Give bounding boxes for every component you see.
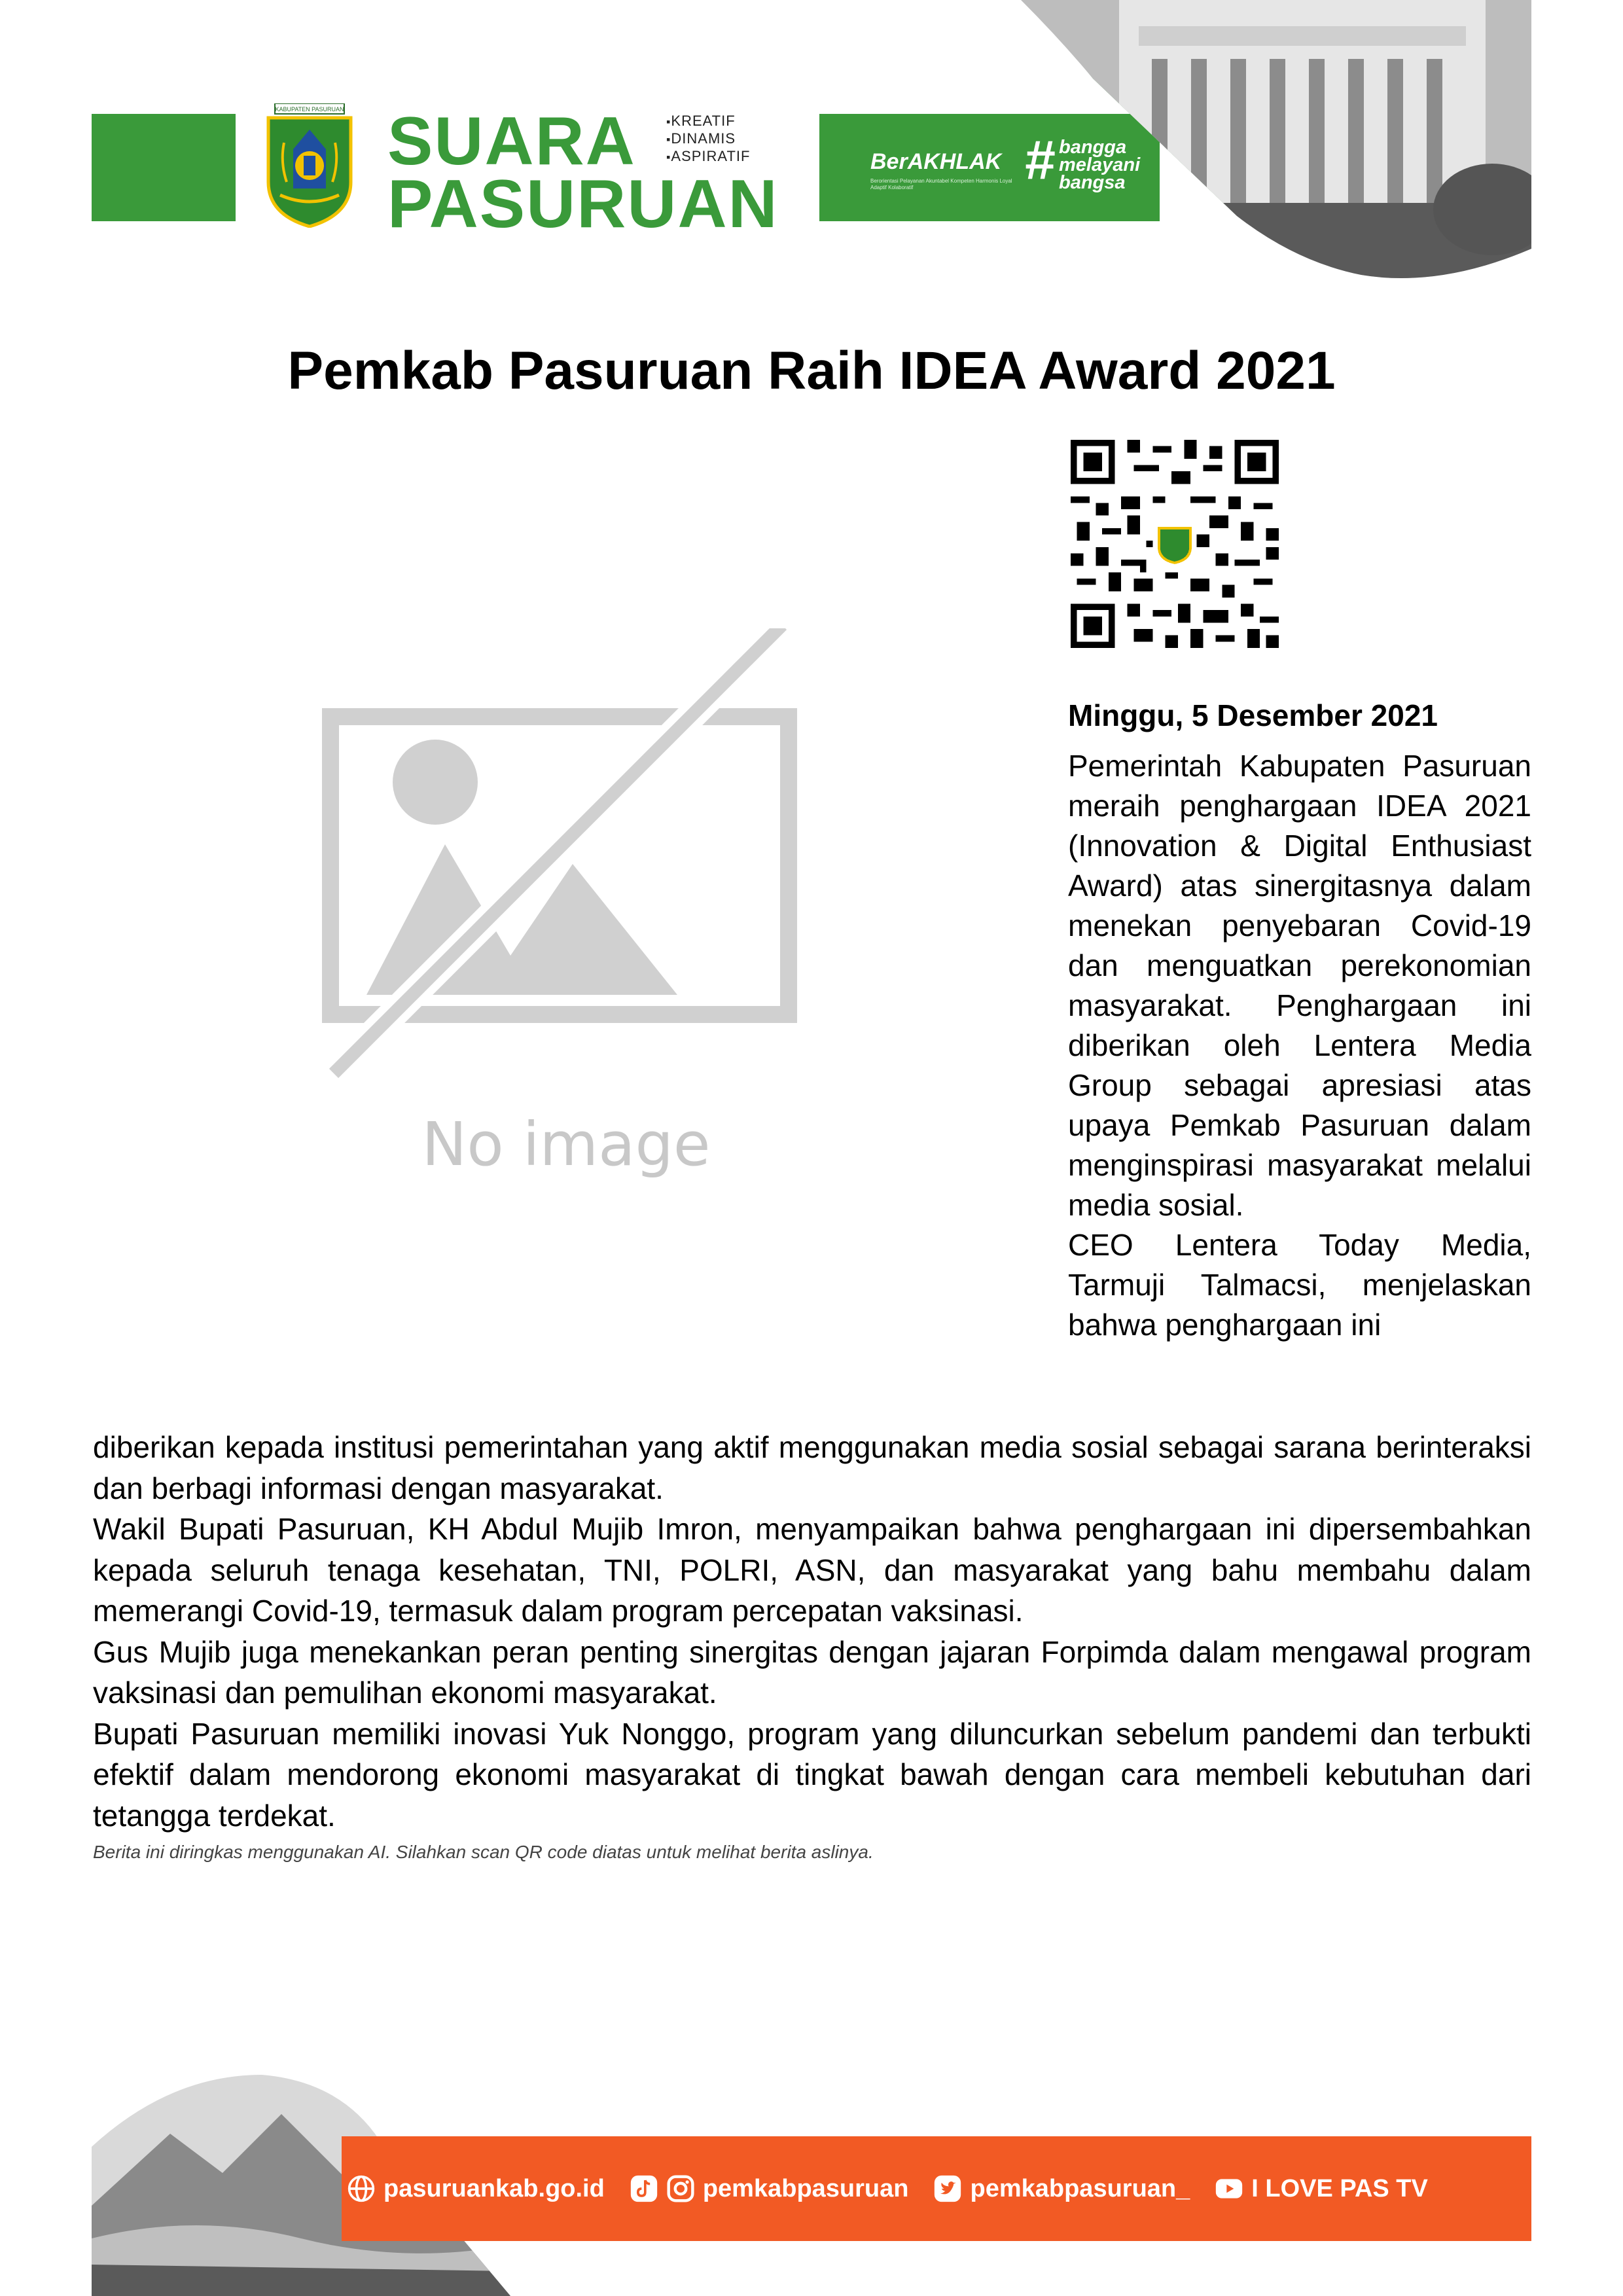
tagline-item: ▪ ASPIRATIF — [666, 148, 750, 166]
footer-twitter-text: pemkabpasuruan_ — [970, 2174, 1190, 2202]
crest-label: KABUPATEN PASURUAN — [275, 106, 344, 113]
no-image-placeholder — [314, 628, 812, 1191]
footer-tiktok-instagram-link[interactable] — [630, 2174, 909, 2203]
footer-youtube-text: I LOVE PAS TV — [1251, 2174, 1428, 2202]
berakhlak-logo: BerAKHLAK — [870, 149, 1002, 174]
article-paragraph: CEO Lentera Today Media, Tarmuji Talmacsi, menjelaskan bahwa penghargaan ini — [1068, 1228, 1531, 1342]
header-building-photo — [1021, 0, 1531, 287]
tiktok-icon — [630, 2174, 658, 2203]
footer-youtube-link[interactable] — [1215, 2174, 1428, 2203]
qr-code-icon[interactable] — [1071, 440, 1279, 648]
instagram-icon — [666, 2174, 695, 2203]
brand-line-2: PASURUAN — [387, 166, 779, 242]
bangga-word: bangsa — [1059, 172, 1126, 193]
tagline-item: ▪ DINAMIS — [666, 130, 750, 148]
article-paragraph: Wakil Bupati Pasuruan, KH Abdul Mujib Imron, menyampaikan bahwa penghargaan ini dipersembahkan kepada seluruh tenaga kesehatan, TNI, POLRI, ASN, dan masyarakat yang bahu membahu dalam memerangi Covid-19, termasuk dalam program percepatan vaksinasi. — [93, 1512, 1531, 1628]
ai-disclaimer: Berita ini diringkas menggunakan AI. Silahkan scan QR code diatas untuk melihat berita aslinya. — [93, 1842, 874, 1862]
article-paragraph: Gus Mujib juga menekankan peran penting sinergitas dengan jajaran Forpimda dalam mengawal program vaksinasi dan pemulihan ekonomi masyarakat. — [93, 1634, 1531, 1710]
header-green-bar-left — [92, 114, 236, 221]
footer-website-text: pasuruankab.go.id — [383, 2174, 605, 2202]
footer-twitter-link[interactable] — [933, 2174, 1190, 2203]
footer-tiktok-instagram-text: pemkabpasuruan — [702, 2174, 909, 2202]
article-column-text — [1068, 746, 1531, 1345]
berakhlak-subtitle: Berorientasi Pelayanan Akuntabel Kompeten Harmonis Loyal Adaptif Kolaboratif — [870, 178, 1012, 190]
globe-icon — [347, 2174, 376, 2203]
article-full-text — [93, 1427, 1531, 1836]
brand-tagline — [666, 113, 750, 166]
article-title: Pemkab Pasuruan Raih IDEA Award 2021 — [287, 341, 1336, 401]
article-paragraph: diberikan kepada institusi pemerintahan yang aktif menggunakan media sosial sebagai sarana berinteraksi dan berbagi informasi dengan masyarakat. — [93, 1430, 1531, 1505]
bangga-word: bangga — [1059, 137, 1127, 158]
brand-line-1: SUARA — [387, 103, 636, 179]
no-image-label: No image — [421, 1109, 711, 1179]
footer-website-link[interactable] — [347, 2174, 605, 2203]
bangga-word: melayani — [1059, 154, 1141, 175]
footer-contacts — [347, 2169, 1453, 2208]
article-paragraph: Bupati Pasuruan memiliki inovasi Yuk Nonggo, program yang diluncurkan sebelum pandemi dan terbukti efektif dalam mendorong ekonomi masyarakat di tingkat bawah dengan cara membeli kebutuhan dari tetangga terdekat. — [93, 1716, 1531, 1833]
pasuruan-crest-logo — [260, 103, 359, 228]
article-paragraph: Pemerintah Kabupaten Pasuruan meraih penghargaan IDEA 2021 (Innovation & Digital Enthusiast Award) atas sinergitasnya dalam menekan penyebaran Covid-19 dan menguatkan perekonomian masyarakat. Penghargaan ini diberikan oleh Lentera Media Group sebagai apresiasi atas upaya Pemkab Pasuruan dalam menginspirasi masyarakat melalui media sosial. — [1068, 749, 1531, 1222]
youtube-icon — [1215, 2174, 1243, 2203]
twitter-icon — [933, 2174, 962, 2203]
hashtag-icon: # — [1024, 129, 1055, 190]
tagline-item: ▪ KREATIF — [666, 113, 750, 130]
article-date: Minggu, 5 Desember 2021 — [1068, 698, 1438, 732]
